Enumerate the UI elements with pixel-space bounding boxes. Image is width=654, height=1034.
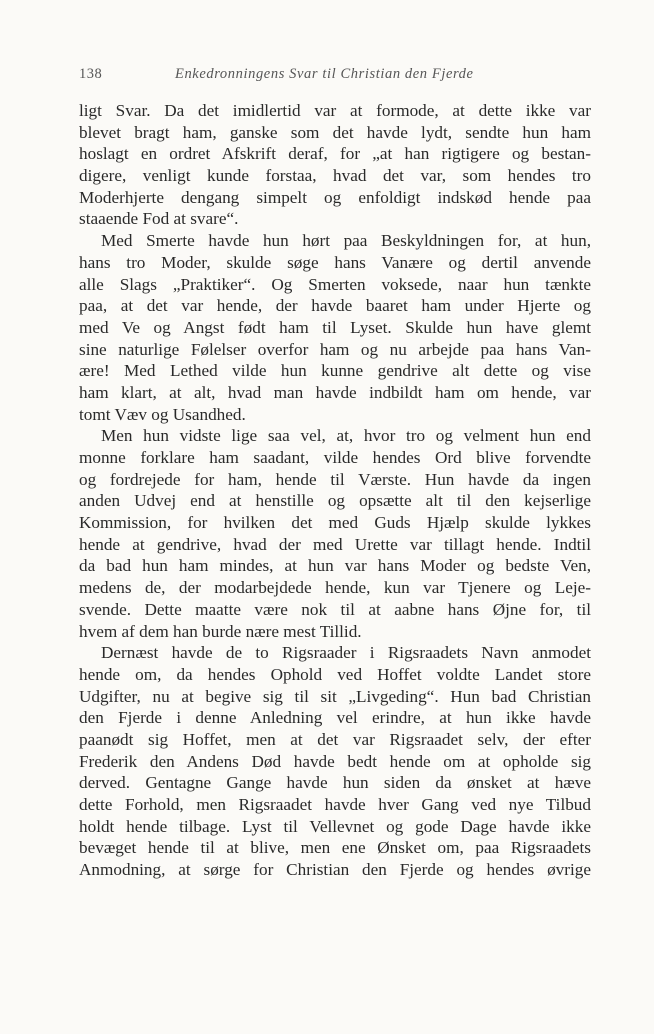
page-number: 138 [79, 66, 103, 82]
text-line: tomt Væv og Usandhed. [79, 404, 246, 424]
text-line: paanødt sig Hoffet, men at det var Rigsraadet selv, der efter [79, 729, 591, 749]
text-line: Med Smerte havde hun hørt paa Beskyldningen for, at hun, [101, 231, 591, 251]
text-line: da bad hun ham mindes, at hun var hans Moder og bedste Ven, [79, 556, 591, 576]
text-line: Frederik den Andens Død havde bedt hende om at opholde sig [79, 751, 591, 771]
page-header [79, 66, 559, 86]
text-line: Moderhjerte dengang simpelt og enfoldigt indskød hende paa [79, 187, 591, 207]
text-line: Men hun vidste lige saa vel, at, hvor tro og velment hun end [101, 426, 591, 446]
text-line: og fordrejede for ham, hende til Værste. Hun havde da ingen [79, 469, 591, 489]
text-line: hvem af dem han burde nære mest Tillid. [79, 621, 362, 641]
text-line: Kommission, for hvilken det med Guds Hjælp skulde lykkes [79, 513, 591, 533]
text-line: Anmodning, at sørge for Christian den Fjerde og hendes øvrige [79, 860, 591, 880]
text-line: hans tro Moder, skulde søge hans Vanære og dertil anvende [79, 252, 591, 272]
body-text [79, 100, 591, 881]
text-line: digere, venligt kunde forstaa, hvad det var, som hendes tro [79, 166, 591, 186]
text-line: sine naturlige Følelser overfor ham og nu arbejde paa hans Van- [79, 339, 591, 359]
paragraph [79, 642, 591, 881]
text-line: staaende Fod at svare“. [79, 209, 239, 229]
text-line: ham klart, at alt, hvad man havde indbildt ham om hende, var [79, 382, 591, 402]
text-line: derved. Gentagne Gange havde hun siden da ønsket at hæve [79, 773, 591, 793]
text-line: alle Slags „Praktiker“. Og Smerten voksede, naar hun tænkte [79, 274, 591, 294]
text-line: hoslagt en ordret Afskrift deraf, for „at han rigtigere og bestan- [79, 144, 591, 164]
paragraph [79, 230, 591, 425]
text-line: paa, at det var hende, der havde baaret ham under Hjerte og [79, 296, 591, 316]
text-line: anden Udvej end at henstille og opsætte alt til den kejserlige [79, 491, 591, 511]
text-line: holdt hende tilbage. Lyst til Vellevnet og gode Dage havde ikke [79, 816, 591, 836]
text-line: svende. Dette maatte være nok til at aabne hans Øjne for, til [79, 599, 591, 619]
text-line: Dernæst havde de to Rigsraader i Rigsraadets Navn anmodet [101, 643, 591, 663]
text-line: blevet bragt ham, ganske som det havde lydt, sendte hun ham [79, 122, 591, 142]
running-title: Enkedronningens Svar til Christian den Fjerde [175, 66, 474, 82]
paragraph [79, 100, 591, 230]
text-line: bevæget hende til at blive, men ene Ønsket om, paa Rigsraadets [79, 838, 591, 858]
text-line: dette Forhold, men Rigsraadet havde hver Gang ved nye Tilbud [79, 795, 591, 814]
text-line: monne forklare ham saadant, vilde hendes Ord blive forvendte [79, 448, 591, 467]
text-line: den Fjerde i denne Anledning vel erindre, at hun ikke havde [79, 708, 591, 728]
paragraph [79, 425, 591, 642]
text-line: medens de, der modarbejdede hende, kun var Tjenere og Leje- [79, 578, 591, 598]
text-line: ligt Svar. Da det imidlertid var at formode, at dette ikke var [79, 101, 591, 120]
text-line: Udgifter, nu at begive sig til sit „Livgeding“. Hun bad Christian [79, 686, 591, 706]
text-line: hende om, da hendes Ophold ved Hoffet voldte Landet store [79, 664, 591, 684]
text-line: ære! Med Lethed vilde hun kunne gendrive alt dette og vise [79, 361, 591, 381]
text-line: med Ve og Angst født ham til Lyset. Skulde hun have glemt [79, 317, 591, 337]
text-line: hende at gendrive, hvad der med Urette var tillagt hende. Indtil [79, 534, 591, 554]
